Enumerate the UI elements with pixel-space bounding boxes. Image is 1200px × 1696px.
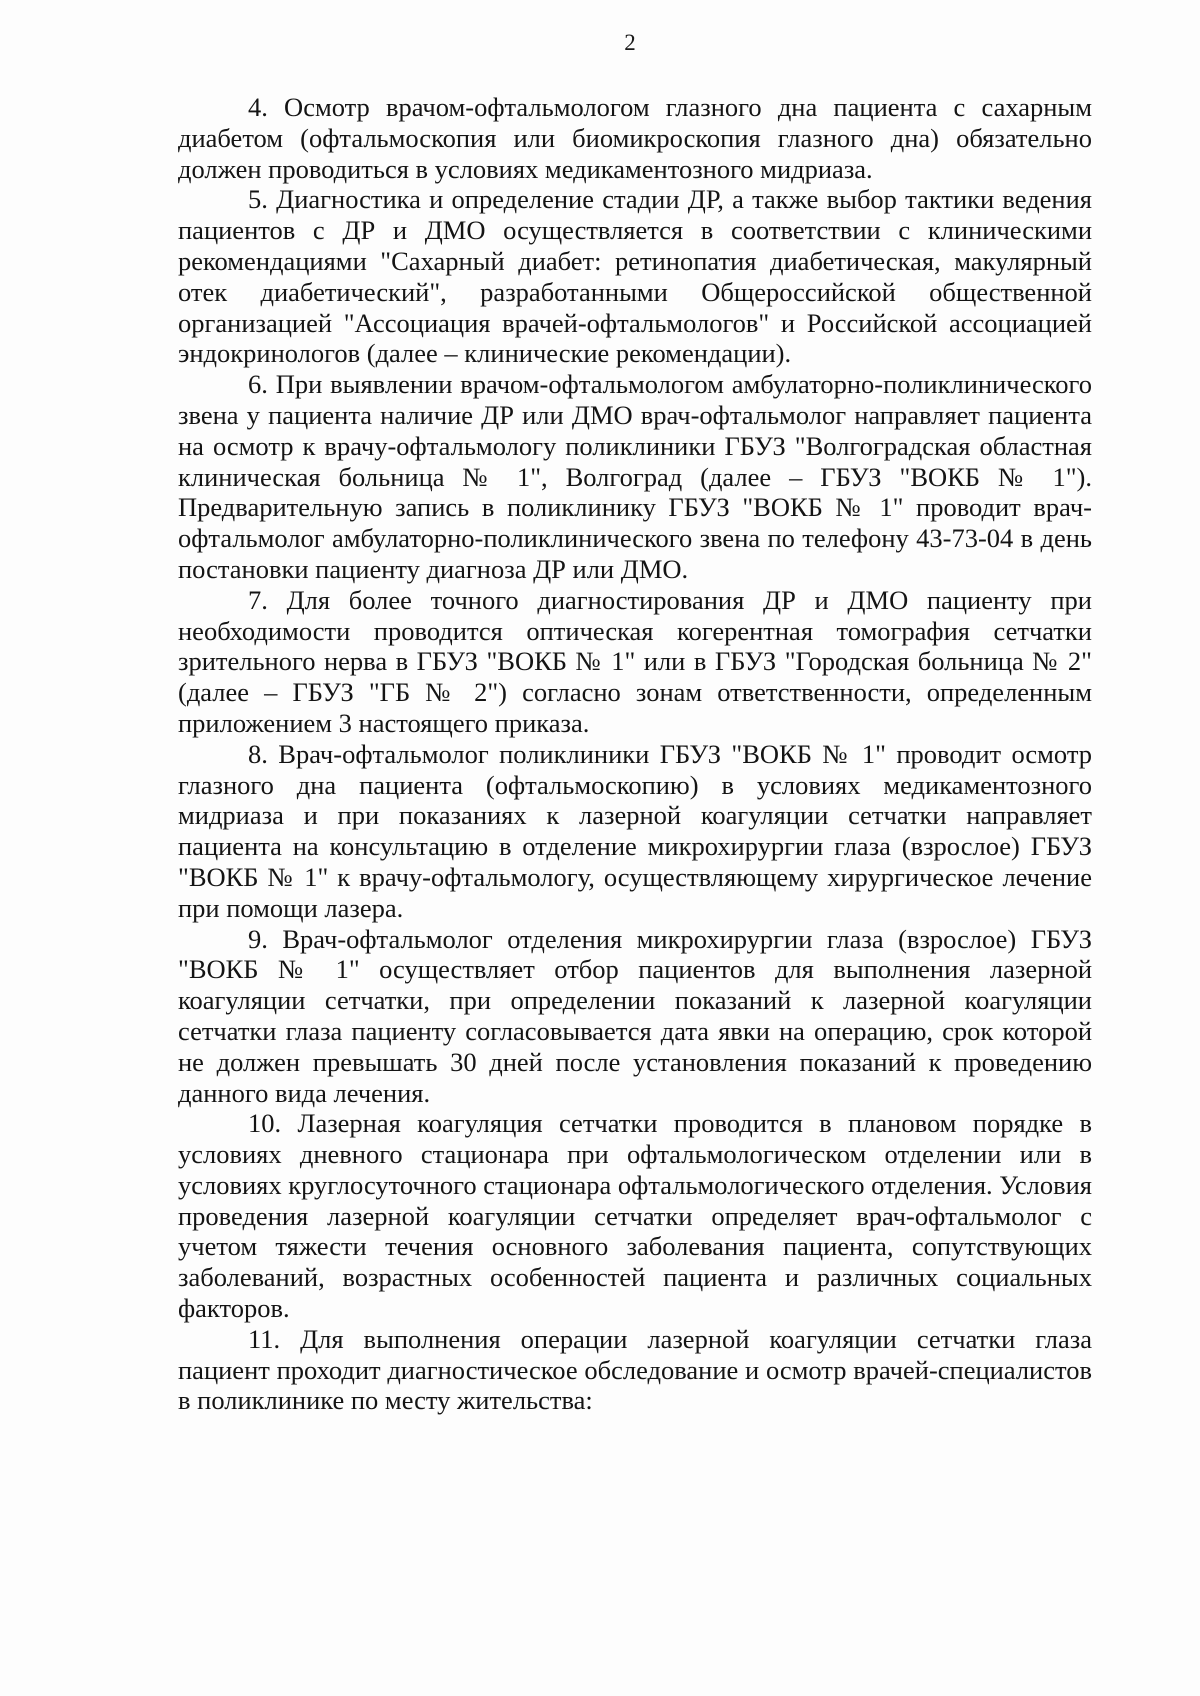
paragraph-8: 8. Врач-офтальмолог поликлиники ГБУЗ "ВОКБ № 1" проводит осмотр глазного дна пациента (офтальмоскопию) в условиях медикаментозного мидриаза и при показаниях к лазерной коагуляции сетчатки направляет пациента на консультацию в отделение микрохирургии глаза (взрослое) ГБУЗ "ВОКБ № 1" к врачу-офтальмологу, осуществляющему хирургическое лечение при помощи лазера. xyxy=(178,738,1092,923)
document-body xyxy=(178,92,1092,1416)
page-number: 2 xyxy=(624,30,636,55)
paragraph-6: 6. При выявлении врачом-офтальмологом амбулаторно-поликлинического звена у пациента наличие ДР или ДМО врач-офтальмолог направляет пациента на осмотр к врачу-офтальмологу поликлиники ГБУЗ "Волгоградская областная клиническая больница № 1", Волгоград (далее – ГБУЗ "ВОКБ № 1"). Предварительную запись в поликлинику ГБУЗ "ВОКБ № 1" проводит врач-офтальмолог амбулаторно-поликлинического звена по телефону 43-73-04 в день постановки пациенту диагноза ДР или ДМО. xyxy=(178,369,1092,584)
paragraph-5: 5. Диагностика и определение стадии ДР, а также выбор тактики ведения пациентов с ДР и ДМО осуществляется в соответствии с клиническими рекомендациями "Сахарный диабет: ретинопатия диабетическая, макулярный отек диабетический", разработанными Общероссийской общественной организацией "Ассоциация врачей-офтальмологов" и Российской ассоциацией эндокринологов (далее – клинические рекомендации). xyxy=(178,184,1092,369)
paragraph-4: 4. Осмотр врачом-офтальмологом глазного дна пациента с сахарным диабетом (офтальмоскопия или биомикроскопия глазного дна) обязательно должен проводиться в условиях медикаментозного мидриаза. xyxy=(178,92,1092,184)
paragraph-9: 9. Врач-офтальмолог отделения микрохирургии глаза (взрослое) ГБУЗ "ВОКБ № 1" осуществляет отбор пациентов для выполнения лазерной коагуляции сетчатки, при определении показаний к лазерной коагуляции сетчатки глаза пациенту согласовывается дата явки на операцию, срок которой не должен превышать 30 дней после установления показаний к проведению данного вида лечения. xyxy=(178,923,1092,1108)
paragraph-10: 10. Лазерная коагуляция сетчатки проводится в плановом порядке в условиях дневного стационара при офтальмологическом отделении или в условиях круглосуточного стационара офтальмологического отделения. Условия проведения лазерной коагуляции сетчатки определяет врач-офтальмолог с учетом тяжести течения основного заболевания пациента, сопутствующих заболеваний, возрастных особенностей пациента и различных социальных факторов. xyxy=(178,1108,1092,1324)
paragraph-11: 11. Для выполнения операции лазерной коагуляции сетчатки глаза пациент проходит диагностическое обследование и осмотр врачей-специалистов в поликлинике по месту жительства: xyxy=(178,1323,1092,1416)
paragraph-7: 7. Для более точного диагностирования ДР и ДМО пациенту при необходимости проводится оптическая когерентная томография сетчатки зрительного нерва в ГБУЗ "ВОКБ № 1" или в ГБУЗ "Городская больница № 2" (далее – ГБУЗ "ГБ № 2") согласно зонам ответственности, определенным приложением 3 настоящего приказа. xyxy=(178,584,1092,738)
